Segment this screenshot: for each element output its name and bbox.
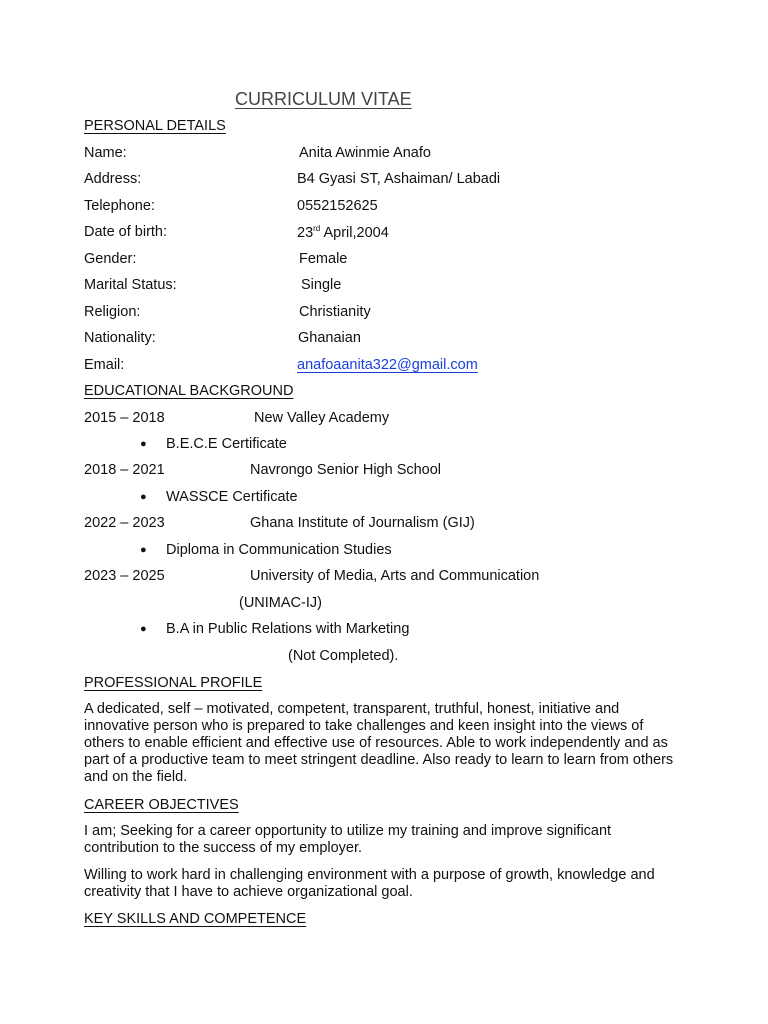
edu-school: Ghana Institute of Journalism (GIJ) bbox=[250, 515, 475, 531]
education-heading: EDUCATIONAL BACKGROUND bbox=[84, 383, 294, 399]
edu-cert-text: WASSCE Certificate bbox=[166, 489, 298, 505]
bullet-icon: ● bbox=[140, 438, 147, 450]
nationality-value: Ghanaian bbox=[298, 330, 361, 346]
nationality-label: Nationality: bbox=[84, 330, 156, 346]
edu-cert-text: B.A in Public Relations with Marketing bbox=[166, 621, 410, 637]
gender-label: Gender: bbox=[84, 251, 137, 267]
profile-heading: PROFESSIONAL PROFILE bbox=[84, 675, 263, 691]
profile-text: A dedicated, self – motivated, competent, transparent, truthful, honest, initiative and innovative person who is prepared to take challenges and keen insight into the views of others to enable efficient and effective use of resources. Able to work independently and as part of a productive team to meet stringent deadline. Also ready to learn to learn from others and on the field. bbox=[84, 701, 674, 785]
telephone-value: 0552152625 bbox=[297, 198, 378, 214]
edu-school: New Valley Academy bbox=[254, 410, 390, 426]
edu-years: 2022 – 2023 bbox=[84, 515, 165, 531]
bullet-icon: ● bbox=[140, 623, 147, 635]
skills-heading: KEY SKILLS AND COMPETENCE bbox=[84, 911, 307, 927]
edu-years: 2023 – 2025 bbox=[84, 568, 165, 584]
bullet-icon: ● bbox=[140, 491, 147, 503]
document-title: CURRICULUM VITAE bbox=[235, 89, 412, 109]
religion-label: Religion: bbox=[84, 304, 141, 320]
gender-value: Female bbox=[299, 251, 348, 267]
edu-certificate bbox=[140, 436, 287, 452]
edu-school: University of Media, Arts and Communication bbox=[250, 568, 540, 584]
dob-label: Date of birth: bbox=[84, 224, 168, 240]
edu-certificate bbox=[140, 489, 298, 505]
dob-value bbox=[297, 224, 389, 241]
objectives-heading: CAREER OBJECTIVES bbox=[84, 797, 239, 813]
edu-cert-text: B.E.C.E Certificate bbox=[166, 436, 287, 452]
edu-cert-text: Diploma in Communication Studies bbox=[166, 542, 392, 558]
edu-school: Navrongo Senior High School bbox=[250, 462, 442, 478]
dob-day: 23 bbox=[297, 224, 314, 241]
email-link[interactable]: anafoaanita322@gmail.com bbox=[297, 357, 478, 373]
email-label: Email: bbox=[84, 357, 125, 373]
dob-suffix: rd bbox=[313, 224, 321, 233]
marital-label: Marital Status: bbox=[84, 277, 177, 293]
edu-years: 2018 – 2021 bbox=[84, 462, 165, 478]
marital-value: Single bbox=[301, 277, 342, 293]
edu-certificate bbox=[140, 621, 409, 637]
edu-certificate bbox=[140, 542, 392, 558]
address-value: B4 Gyasi ST, Ashaiman/ Labadi bbox=[297, 171, 501, 187]
religion-value: Christianity bbox=[299, 304, 371, 320]
objectives-text-1: I am; Seeking for a career opportunity to utilize my training and improve significant contribution to the success of my employer. bbox=[84, 823, 612, 856]
telephone-label: Telephone: bbox=[84, 198, 155, 214]
address-label: Address: bbox=[84, 171, 142, 187]
edu-cert-note: (Not Completed). bbox=[288, 648, 399, 664]
edu-years: 2015 – 2018 bbox=[84, 410, 165, 426]
name-value: Anita Awinmie Anafo bbox=[299, 145, 431, 161]
dob-rest: April,2004 bbox=[320, 224, 389, 241]
name-label: Name: bbox=[84, 145, 127, 161]
objectives-text-2: Willing to work hard in challenging environment with a purpose of growth, knowledge and creativity that I have to achieve organizational goal. bbox=[84, 867, 655, 900]
edu-school-abbrev: (UNIMAC-IJ) bbox=[239, 595, 322, 611]
bullet-icon: ● bbox=[140, 544, 147, 556]
personal-details-heading: PERSONAL DETAILS bbox=[84, 118, 226, 134]
